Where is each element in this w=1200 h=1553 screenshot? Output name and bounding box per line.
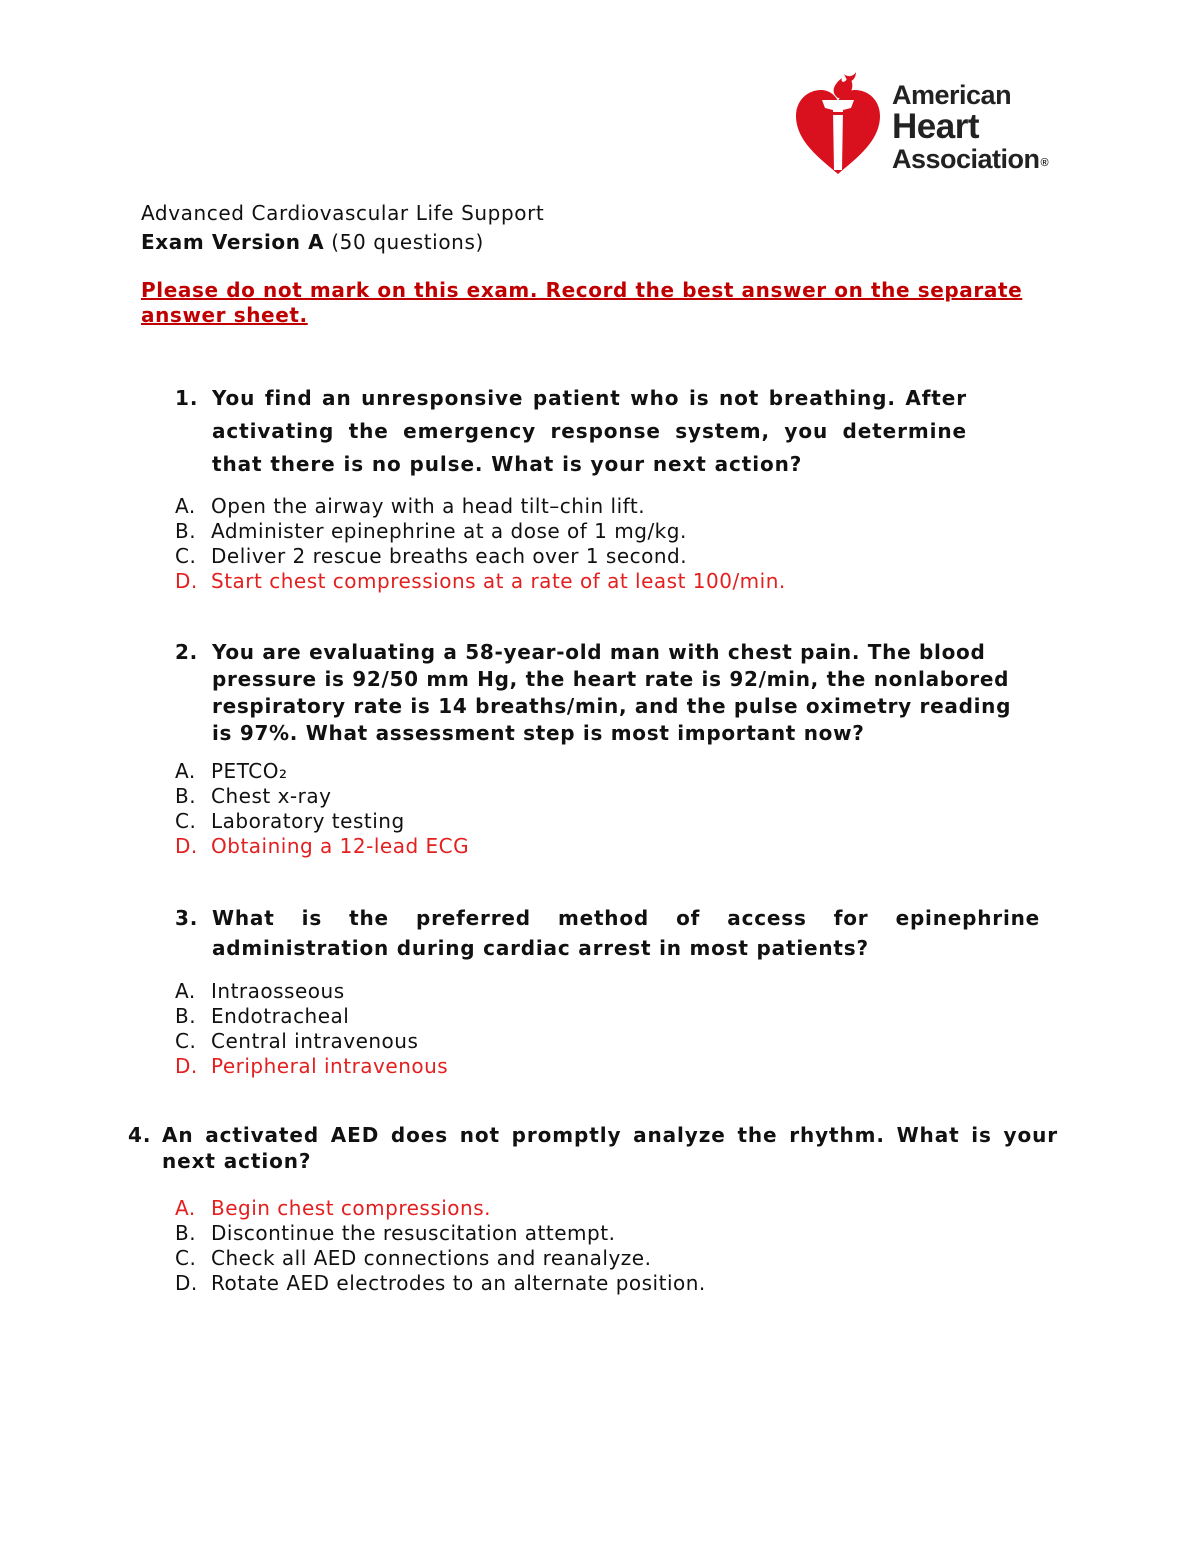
option-2c <box>175 809 469 834</box>
option-letter: C. <box>175 809 197 833</box>
option-text: Laboratory testing <box>211 809 405 833</box>
answer-options-4 <box>175 1196 706 1296</box>
option-letter: A. <box>175 759 196 783</box>
option-3c <box>175 1029 448 1054</box>
exam-instructions: Please do not mark on this exam. Record the best answer on the separate answer sheet. <box>141 278 1023 327</box>
option-letter: D. <box>175 1271 198 1295</box>
option-text: Central intravenous <box>211 1029 419 1053</box>
exam-version-label: Exam Version A <box>141 230 325 254</box>
option-text: Begin chest compressions. <box>211 1196 491 1220</box>
exam-header <box>141 199 544 257</box>
option-2d-correct <box>175 834 469 859</box>
option-1d-correct <box>175 569 786 594</box>
exam-version-note: (50 questions) <box>331 230 484 254</box>
option-letter: C. <box>175 1029 197 1053</box>
question-text: An activated AED does not promptly analyze the rhythm. What is your next action? <box>162 1123 1058 1173</box>
option-letter: D. <box>175 834 198 858</box>
exam-title: Advanced Cardiovascular Life Support <box>141 201 545 225</box>
option-text: Discontinue the resuscitation attempt. <box>211 1221 616 1245</box>
option-letter: A. <box>175 494 196 518</box>
answer-options-1 <box>175 494 786 594</box>
option-text: Start chest compressions at a rate of at least 100/min. <box>211 569 786 593</box>
option-text: Open the airway with a head tilt–chin lift. <box>211 494 646 518</box>
option-letter: A. <box>175 979 196 1003</box>
option-letter: B. <box>175 1221 197 1245</box>
option-1b <box>175 519 786 544</box>
question-text: What is the preferred method of access for epinephrine administration during cardiac arrest in most patients? <box>212 906 1040 960</box>
option-letter: D. <box>175 569 198 593</box>
option-3d-correct <box>175 1054 448 1079</box>
option-4b <box>175 1221 706 1246</box>
option-text: Obtaining a 12-lead ECG <box>211 834 470 858</box>
question-text: You find an unresponsive patient who is not breathing. After activating the emergency response system, you determine that there is no pulse. What is your next action? <box>212 386 967 476</box>
option-letter: A. <box>175 1196 196 1220</box>
question-number: 3. <box>175 906 199 930</box>
question-text: You are evaluating a 58-year-old man with chest pain. The blood pressure is 92/50 mm Hg, the heart rate is 92/min, the nonlabored respiratory rate is 14 breaths/min, and the pulse oximetry reading is 97%. What assessment step is most important now? <box>212 640 1012 745</box>
question-number: 4. <box>128 1123 152 1147</box>
option-3b <box>175 1004 448 1029</box>
option-4d <box>175 1271 706 1296</box>
option-text: Peripheral intravenous <box>211 1054 449 1078</box>
option-4a-correct <box>175 1196 706 1221</box>
option-text: Endotracheal <box>211 1004 350 1028</box>
option-letter: D. <box>175 1054 198 1078</box>
logo-line-heart: Heart <box>892 107 979 146</box>
option-1c <box>175 544 786 569</box>
option-letter: B. <box>175 784 197 808</box>
logo-line-american: American <box>892 80 1012 110</box>
answer-options-3 <box>175 979 448 1079</box>
option-letter: C. <box>175 1246 197 1270</box>
logo-wordmark <box>892 80 1048 178</box>
registered-mark: ® <box>1040 157 1049 169</box>
option-3a <box>175 979 448 1004</box>
option-text: Chest x-ray <box>211 784 332 808</box>
option-letter: B. <box>175 1004 197 1028</box>
option-text: Check all AED connections and reanalyze. <box>211 1246 652 1270</box>
option-text: Deliver 2 rescue breaths each over 1 second. <box>211 544 688 568</box>
exam-version <box>141 228 544 257</box>
option-text: Administer epinephrine at a dose of 1 mg/kg. <box>211 519 687 543</box>
option-text: Rotate AED electrodes to an alternate position. <box>211 1271 706 1295</box>
option-text: Intraosseous <box>211 979 345 1003</box>
heart-torch-icon <box>792 70 884 180</box>
option-2b <box>175 784 469 809</box>
logo-association-text: Association <box>892 144 1040 174</box>
option-2a <box>175 759 469 784</box>
option-text: PETCO₂ <box>211 759 288 783</box>
answer-options-2 <box>175 759 469 859</box>
question-number: 2. <box>175 640 198 664</box>
option-letter: C. <box>175 544 197 568</box>
logo-line-association <box>892 144 1048 178</box>
option-letter: B. <box>175 519 197 543</box>
aha-logo <box>792 70 1072 180</box>
option-1a <box>175 494 786 519</box>
option-4c <box>175 1246 706 1271</box>
question-number: 1. <box>175 386 199 410</box>
